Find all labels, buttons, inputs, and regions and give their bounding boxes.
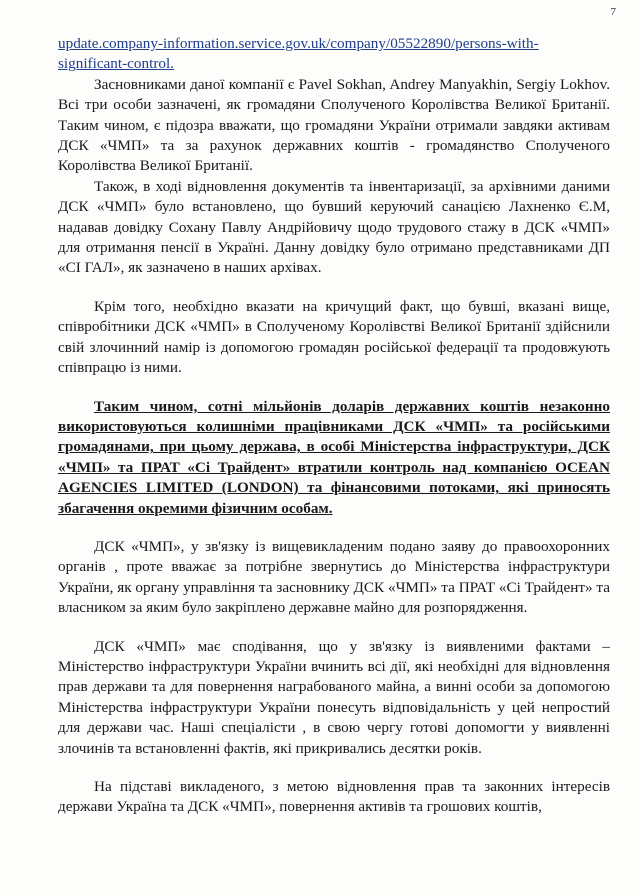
page-number: 7 bbox=[610, 6, 616, 18]
spacer bbox=[58, 619, 610, 637]
paragraph-basis: На підставі викладеного, з метою відновлення прав та законних інтересів держави Україна та ДСК «ЧМП», повернення активів та грошових коштів, bbox=[58, 778, 610, 816]
paragraph-expectations: ДСК «ЧМП» має сподівання, що у зв'язку із виявленими фактами – Міністерство інфраструктури України вчинить всі дії, які необхідні для відновлення прав держави та для повернення награбованого майна, а винні особи за допомогою Міністерства інфраструктури України понесуть відповідальність у цей непростий для держави час. Наші спеціалісти , в свою чергу готові допомогти у виявленні злочинів та встановленні фактів, які прикривались десятки років. bbox=[58, 637, 610, 757]
spacer bbox=[58, 519, 610, 537]
document-body bbox=[58, 34, 610, 818]
company-link[interactable] bbox=[58, 34, 610, 75]
company-link-line-1[interactable]: update.company-information.service.gov.uk/company/05522890/persons-with- bbox=[58, 35, 539, 52]
spacer bbox=[58, 759, 610, 777]
spacer bbox=[58, 379, 610, 397]
paragraph-founders: Засновниками даної компанії є Pavel Sokhan, Andrey Manyakhin, Sergiy Lokhov. Всі три особи зазначені, як громадяни Сполученого Королівства Великої Британії. Таким чином, є підозра вважати, що громадяни України отримали завдяки активам ДСК «ЧМП» та за рахунок державних коштів - громадянство Сполученого Королівства Великої Британії. bbox=[58, 75, 610, 175]
paragraph-appeal: ДСК «ЧМП», у зв'язку із вищевикладеним подано заяву до правоохоронних органів , проте вважає за потрібне звернутись до Міністерства інфраструктури України, як органу управління та засновнику ДСК «ЧМП» та ПРАТ «Сі Трайдент» та власником за яким було закріплено державне майно для розпорядження. bbox=[58, 537, 610, 617]
company-link-line-2[interactable]: significant-control. bbox=[58, 55, 174, 73]
paragraph-former-employees: Крім того, необхідно вказати на кричущий факт, що бувші, вказані вище, співробітники ДСК «ЧМП» в Сполученому Королівстві Великої Британії здійснили свій злочинний намір із допомогою громадян російської федерації та продовжують співпрацю із ними. bbox=[58, 297, 610, 377]
paragraph-archives: Також, в ході відновлення документів та інвентаризації, за архівними даними ДСК «ЧМП» було встановлено, що бувший керуючий санацією Лахненко Є.М, надавав довідку Сохану Павлу Андрійовичу щодо трудового стажу в ДСК «ЧМП» для отримання пенсії в Україні. Данну довідку було отримано представниками ДП «СІ ГАЛ», як зазначено в наших архівах. bbox=[58, 177, 610, 277]
spacer bbox=[58, 279, 610, 297]
paragraph-highlighted-conclusion: Таким чином, сотні мільйонів доларів державних коштів незаконно використовуються колишніми працівниками ДСК «ЧМП» та російськими громадянами, при цьому держава, в особі Міністерства інфраструктури, ДСК «ЧМП» та ПРАТ «Сі Трайдент» втратили контроль над компанією OCEAN AGENCIES LIMITED (LONDON) та фінансовими потоками, які приносять збагачення окремими фізичним особам. bbox=[58, 397, 610, 517]
